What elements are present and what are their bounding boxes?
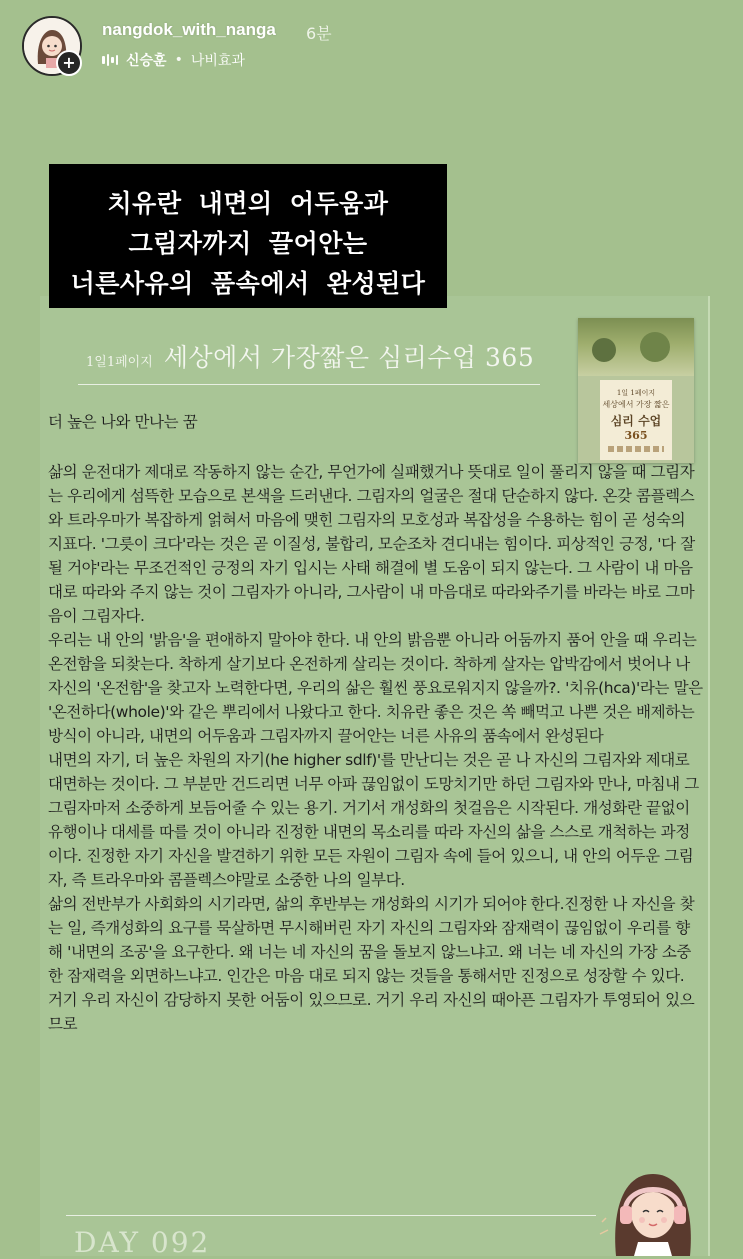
story-username[interactable]: nangdok_with_nanga [102,20,276,39]
music-separator: • [174,52,183,68]
page-body [48,410,703,1036]
paragraph: 우리는 내 안의 '밝음'을 편애하지 말아야 한다. 내 안의 밝음뿐 아니라 어둠까지 품어 안을 때 우리는 온전함을 되찾는다. 착하게 살기보다 온전하게 살리는 것이다. 착하게 살자는 압박감에서 벗어나 나 자신의 '온전함'을 찾고자 노력한다면, 우리의 삶은 훨씬 풍요로워지지 않을까?. '치유(hca)'라는 말은 '온전하다(whole)'와 같은 뿌리에서 나왔다고 한다. 치유란 좋은 것은 쏙 빼먹고 나쁜 것은 배제하는 방식이 아니라, 내면의 어두움과 그림자까지 끌어안는 너른 사유의 품속에서 완성된다 [48,631,703,745]
series-label: 1일1페이지 [86,355,153,370]
cover-text: 심리 수업 [610,414,662,428]
cover-text: 1일 1페이지 [616,389,656,397]
music-song: 나비효과 [190,53,245,69]
page-title [86,338,534,374]
day-label: DAY 092 [74,1226,211,1259]
quote-line: 치유란 내면의 어두움과 [107,189,389,218]
music-sticker[interactable] [102,50,245,70]
section-subtitle: 더 높은 나와 만나는 꿈 [48,413,198,431]
paragraph: 내면의 자기, 더 높은 차원의 자기(he higher sdlf)'를 만난디는 것은 곧 나 자신의 그림자와 제대로 대면하는 것이다. 그 부분만 건드리면 너무 아파 끊임없이 도망치기만 하던 그림자와 만나, 마침내 그 그림자마저 소중하게 보듬어줄 수 있는 용기. 거기서 개성화의 첫걸음은 시작된다. 개성화란 끝없이 유행이나 대세를 따를 것이 아니라 진정한 내면의 목소리를 따라 자신의 삶을 스스로 개척하는 과정이다. 진정한 자기 자신을 발견하기 위한 모든 자원이 그림자 속에 들어 있으니, 내 안의 어두운 그림자, 즉 트라우마와 콤플렉스야말로 소중한 나의 일부다. [48,751,699,889]
cover-text: 세상에서 가장 짧은 [602,400,670,409]
music-bars-icon [102,53,118,67]
story-timestamp: 6분 [306,24,332,43]
cover-text: 365 [624,429,648,442]
footer-divider [66,1215,596,1216]
quote-line: 그림자까지 끌어안는 [128,229,368,258]
girl-with-headphones-illustration [598,1162,708,1256]
garden-photo [578,318,694,376]
quote-box [49,164,447,308]
story-header [0,0,743,90]
paragraph: 삶의 운전대가 제대로 작동하지 않는 순간, 무언가에 실패했거나 뜻대로 일이 풀리지 않을 때 그림자는 우리에게 섬뜩한 모습으로 본색을 드러낸다. 그림자의 얼굴은 절대 단순하지 않다. 온갖 콤플렉스와 트라우마가 복잡하게 얽혀서 마음에 맺힌 그림자의 모호성과 복잡성을 수용하는 힘이 곧 성숙의 지표다. '그릇이 크다'라는 것은 곧 이질성, 불합리, 모순조차 견디내는 힘이다. 피상적인 긍정, '다 잘 될 거야'라는 무조건적인 긍정의 자기 입시는 사태 해결에 별 도움이 되지 않는다. 그 사람이 내 마음대로 따라와 주지 않는 것이 그림자가 아니라, 그사람이 내 마음대로 따라와주기를 바라는 바로 그마음이 그림자다. [48,463,695,625]
paragraph: 삶의 전반부가 사회화의 시기라면, 삶의 후반부는 개성화의 시기가 되어야 한다.진정한 나 자신을 찾는 일, 즉개성화의 요구를 묵살하면 무시해버린 자기 자신의 그림자와 잠재력이 끊임없이 우리를 향해 '내면의 조공'을 요구한다. 왜 너는 네 자신의 꿈을 돌보지 않느냐고. 왜 너는 네 자신의 가장 소중한 잠재력을 외면하느냐고. 인간은 마음 대로 되지 않는 것들을 통해서만 진정으로 성장할 수 있다. 거기 우리 자신이 감당하지 못한 어둠이 있으므로. 거기 우리 자신의 때아픈 그림자가 투영되어 있으므로 [48,895,695,1033]
music-artist: 신승훈 [126,53,167,69]
quote-line: 너른사유의 품속에서 완성된다 [70,269,426,298]
add-story-icon[interactable]: + [56,50,82,76]
title-divider [78,384,540,385]
book-title: 세상에서 가장짧은 심리수업 365 [163,343,535,372]
